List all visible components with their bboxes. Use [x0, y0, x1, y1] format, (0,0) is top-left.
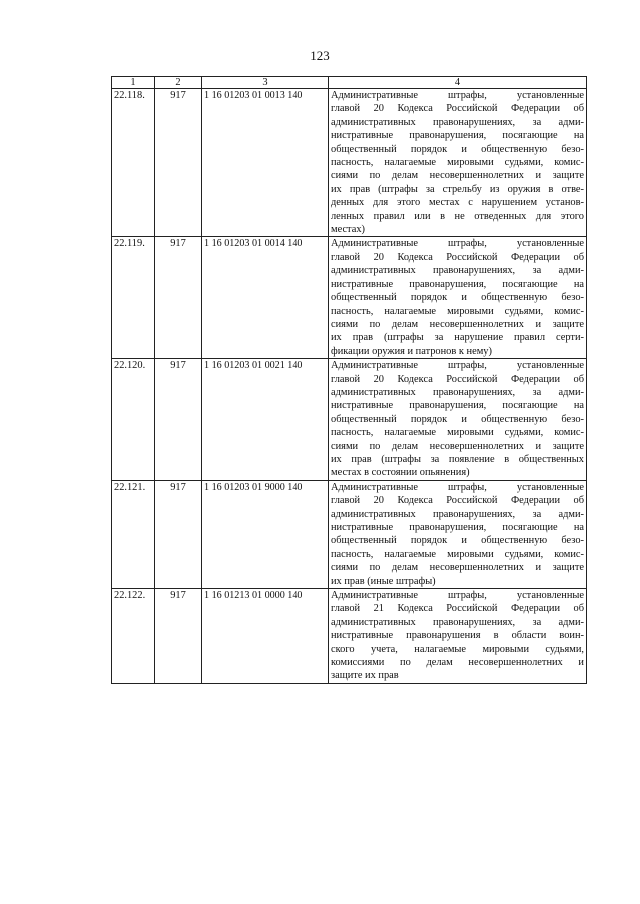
description-line: их прав (штрафы за появление в общественных [331, 453, 584, 465]
description-line: Административные штрафы, установленные [331, 90, 584, 101]
budget-classification-code: 1 16 01203 01 0021 140 [202, 359, 329, 481]
description-line: нистративные правонарушения, посягающие на [331, 522, 584, 533]
column-header-1: 1 [112, 77, 155, 89]
description-line: местах) [331, 224, 365, 236]
table-header-row [112, 77, 587, 89]
description-line: пасность, налагаемые мировыми судьями, комис- [331, 427, 584, 439]
description-line: административных правонарушениях, за адми- [331, 116, 584, 128]
revenue-description [329, 89, 587, 237]
chapter-code: 917 [155, 237, 202, 359]
description-line: сиями по делам несовершеннолетних и защите [331, 170, 584, 182]
budget-classification-code: 1 16 01203 01 9000 140 [202, 480, 329, 588]
revenue-description [329, 359, 587, 481]
description-line: сиями по делам несовершеннолетних и защите [331, 440, 584, 452]
column-header-4: 4 [329, 77, 587, 89]
description-line: защите их прав [331, 670, 399, 682]
row-number: 22.121. [112, 480, 155, 588]
description-line: Административные штрафы, установленные [331, 590, 584, 602]
revenue-codes-table [111, 76, 587, 684]
table-row [112, 589, 587, 684]
chapter-code: 917 [155, 359, 202, 481]
description-line: административных правонарушениях, за адми- [331, 508, 584, 520]
description-line: их прав (штрафы за стрельбу из оружия в отве- [331, 183, 584, 195]
row-number: 22.122. [112, 589, 155, 684]
description-line: административных правонарушениях, за адми- [331, 265, 584, 277]
description-line: Административные штрафы, установленные [331, 481, 584, 493]
table-row [112, 89, 587, 237]
description-line: их прав (штрафы за нарушение правил серти- [331, 332, 584, 344]
description-line: сиями по делам несовершеннолетних и защите [331, 318, 584, 330]
chapter-code: 917 [155, 89, 202, 237]
description-line: административных правонарушениях, за адми- [331, 386, 584, 398]
description-line: местах в состоянии опьянения) [331, 467, 470, 479]
row-number: 22.119. [112, 237, 155, 359]
revenue-description [329, 589, 587, 684]
revenue-description [329, 237, 587, 359]
description-line: фикации оружия и патронов к нему) [331, 345, 492, 357]
description-line: Административные штрафы, установленные [331, 360, 584, 372]
table-row [112, 359, 587, 481]
table-row [112, 237, 587, 359]
description-line: главой 20 Кодекса Российской Федерации об [331, 103, 584, 115]
description-line: нистративные правонарушения, посягающие на [331, 278, 584, 290]
column-header-2: 2 [155, 77, 202, 89]
description-line: общественный порядок и общественную безо- [331, 535, 584, 547]
table-row [112, 480, 587, 588]
description-line: главой 20 Кодекса Российской Федерации об [331, 251, 584, 263]
description-line: общественный порядок и общественную безо- [331, 292, 584, 304]
budget-classification-code: 1 16 01203 01 0014 140 [202, 237, 329, 359]
description-line: сиями по делам несовершеннолетних и защите [331, 562, 584, 574]
description-line: административных правонарушениях, за адми- [331, 616, 584, 628]
description-line: нистративные правонарушения, посягающие на [331, 130, 584, 142]
budget-classification-code: 1 16 01213 01 0000 140 [202, 589, 329, 684]
description-line: Административные штрафы, установленные [331, 238, 584, 250]
description-line: главой 21 Кодекса Российской Федерации об [331, 603, 584, 615]
description-line: их прав (иные штрафы) [331, 575, 436, 587]
description-line: денных для этого местах с нарушением установ- [331, 197, 584, 209]
description-line: комиссиями по делам несовершеннолетних и [331, 657, 584, 669]
description-line: пасность, налагаемые мировыми судьями, комис- [331, 548, 584, 560]
description-line: общественный порядок и общественную безо- [331, 143, 584, 155]
row-number: 22.120. [112, 359, 155, 481]
revenue-description [329, 480, 587, 588]
description-line: общественный порядок и общественную безо- [331, 413, 584, 425]
row-number: 22.118. [112, 89, 155, 237]
chapter-code: 917 [155, 589, 202, 684]
description-line: ского учета, налагаемые мировыми судьями, [331, 643, 584, 655]
description-line: главой 20 Кодекса Российской Федерации об [331, 373, 584, 385]
description-line: ленных правил или в не отведенных для этого [331, 210, 584, 222]
description-line: нистративные правонарушения, посягающие на [331, 400, 584, 412]
description-line: нистративные правонарушения в области воин- [331, 630, 584, 642]
column-header-3: 3 [202, 77, 329, 89]
description-line: пасность, налагаемые мировыми судьями, комис- [331, 305, 584, 317]
description-line: главой 20 Кодекса Российской Федерации об [331, 495, 584, 507]
page-number: 123 [310, 48, 330, 63]
description-line: пасность, налагаемые мировыми судьями, комис- [331, 157, 584, 169]
budget-classification-code: 1 16 01203 01 0013 140 [202, 89, 329, 237]
chapter-code: 917 [155, 480, 202, 588]
